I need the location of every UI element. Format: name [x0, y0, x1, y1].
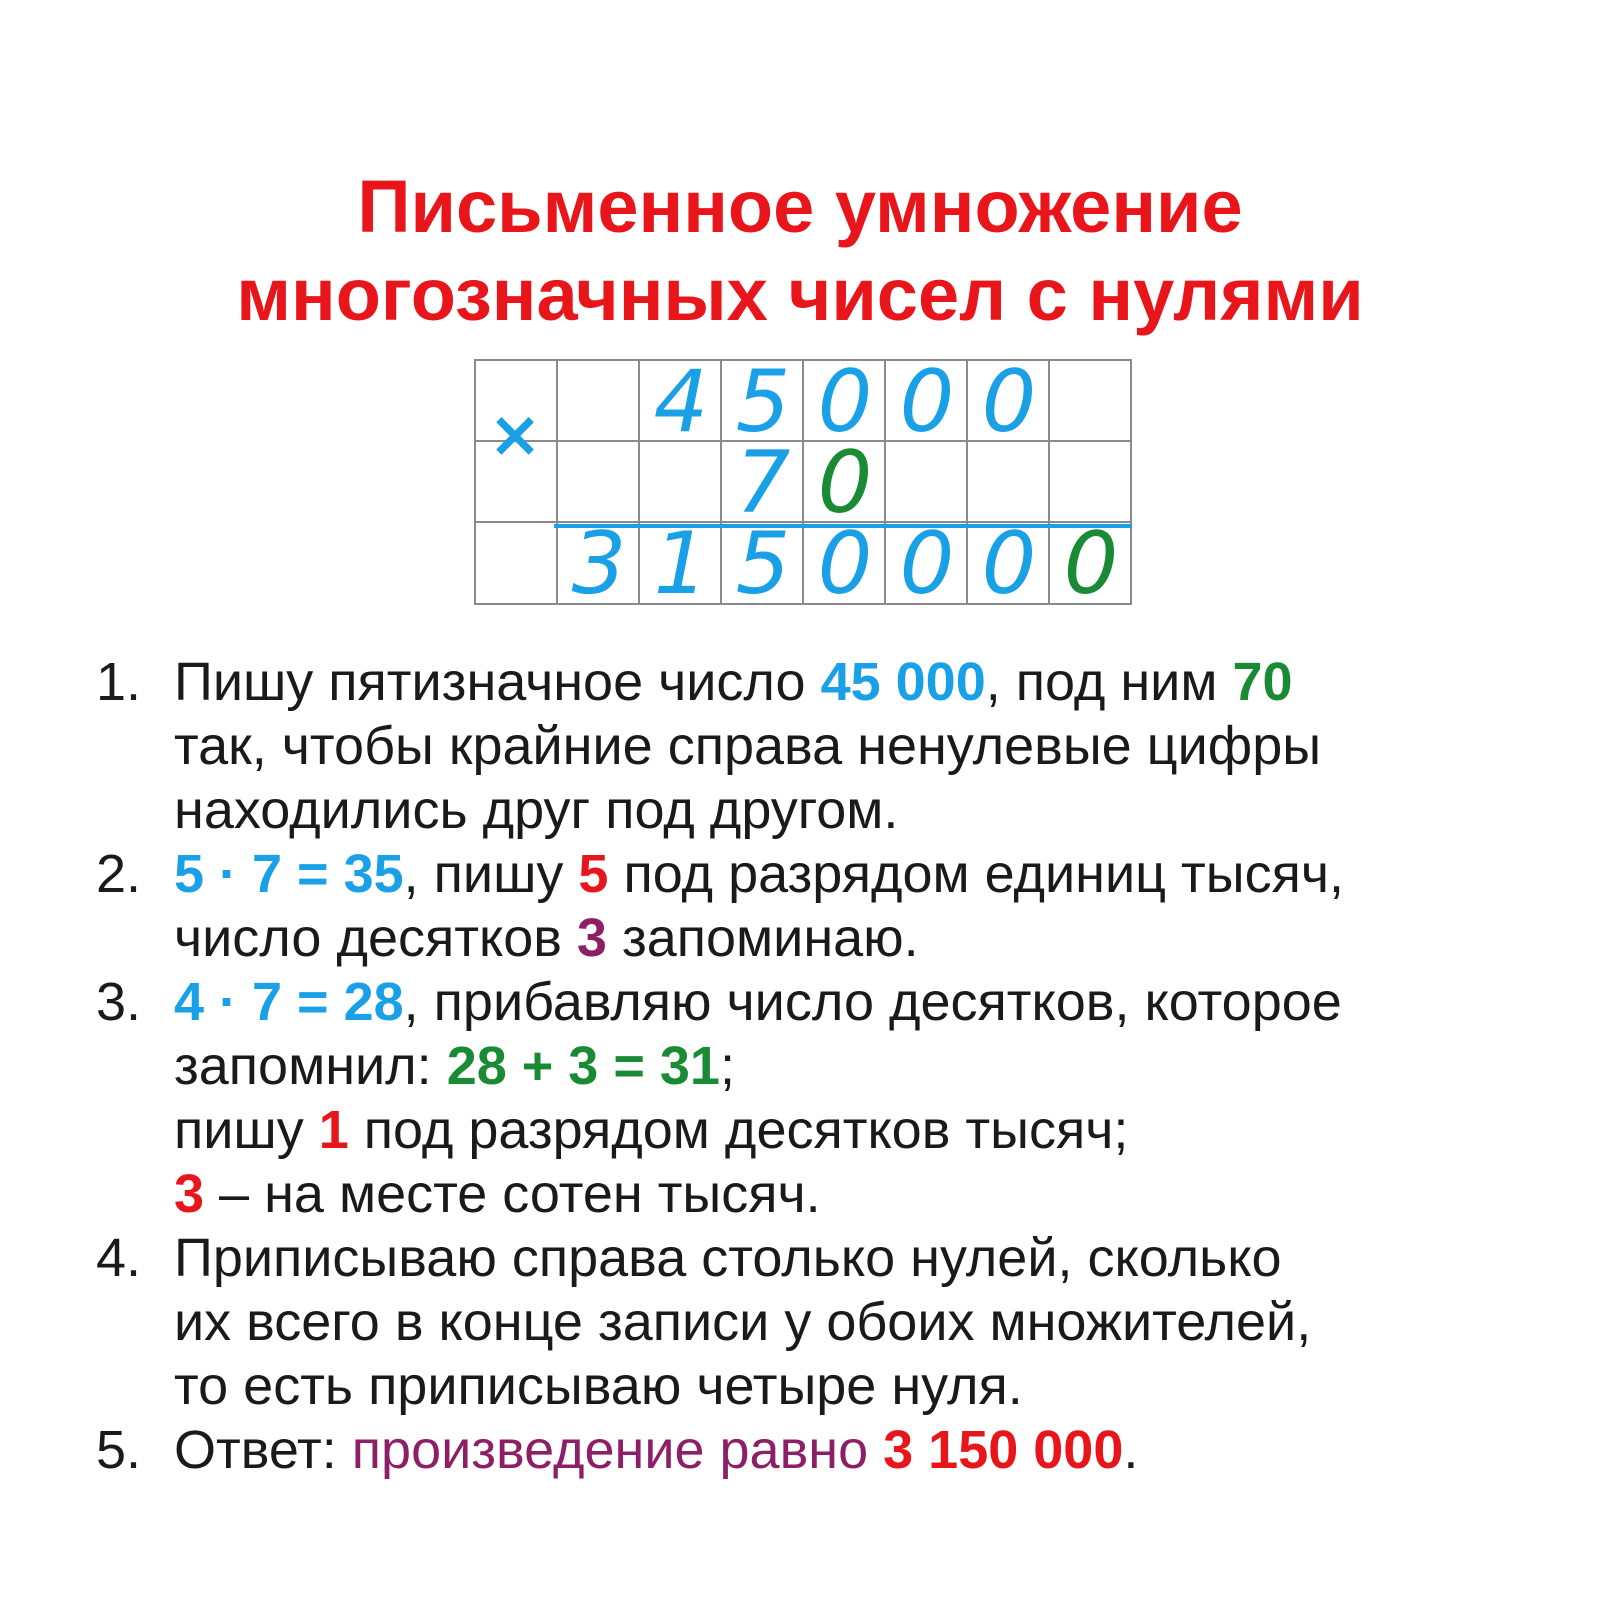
step-text: Пишу пятизначное число	[174, 652, 821, 712]
step-text: запомнил:	[174, 1036, 447, 1096]
multiplier-digit: 7	[735, 433, 791, 533]
equation: 5 · 7 = 35	[174, 844, 404, 904]
step-line: так, чтобы крайние справа ненулевые цифры	[174, 716, 1322, 776]
step-line	[174, 1098, 1576, 1162]
multiplicand-digit: 4	[653, 352, 709, 452]
step-text: число десятков	[174, 908, 577, 968]
digit-highlight: 3	[174, 1164, 205, 1224]
step-line	[174, 906, 1576, 970]
multiplicand-digit: 5	[735, 352, 791, 452]
step-number: 3.	[96, 972, 142, 1032]
step-line	[174, 842, 1576, 906]
multiplication-grid	[474, 352, 1132, 614]
step-text: под разрядом десятков тысяч;	[348, 1100, 1129, 1160]
product-digit: 0	[1063, 514, 1119, 614]
step-line	[174, 1418, 1576, 1482]
product-digit: 5	[735, 514, 791, 614]
answer-value: 3 150 000	[883, 1420, 1124, 1480]
step-2	[96, 842, 1576, 970]
digit-highlight: 5	[578, 844, 609, 904]
step-line: находились друг под другом.	[174, 780, 899, 840]
step-line: их всего в конце записи у обоих множителей,	[174, 1292, 1312, 1352]
step-text: , под ним	[985, 652, 1233, 712]
step-3	[96, 970, 1576, 1226]
product-digit: 1	[653, 514, 709, 614]
step-text: , пишу	[403, 844, 579, 904]
multiplier-digit: 0	[817, 433, 873, 533]
step-line	[174, 650, 1576, 714]
multiplicand-digit: 0	[899, 352, 955, 452]
product-digit: 0	[899, 514, 955, 614]
step-line	[174, 1162, 1576, 1226]
step-5	[96, 1418, 1576, 1482]
answer-phrase: произведение равно	[351, 1420, 884, 1480]
step-text: пишу	[174, 1100, 319, 1160]
step-line: то есть приписываю четыре нуля.	[174, 1356, 1023, 1416]
step-line: Приписываю справа столько нулей, сколько	[174, 1228, 1282, 1288]
digit-highlight: 1	[318, 1100, 349, 1160]
step-text: под разрядом единиц тысяч,	[608, 844, 1344, 904]
product-digit: 0	[981, 514, 1037, 614]
digit-highlight: 3	[576, 908, 607, 968]
multiply-sign-icon: ×	[488, 398, 542, 472]
multiplicand-digit: 0	[817, 352, 873, 452]
equation: 28 + 3 = 31	[446, 1036, 720, 1096]
number-70: 70	[1232, 652, 1293, 712]
title-line-1: Письменное умножение	[357, 165, 1243, 248]
multiplicand-digit: 0	[981, 352, 1037, 452]
product-digit: 3	[571, 514, 627, 614]
number-45000: 45 000	[820, 652, 986, 712]
step-text: – на месте сотен тысяч.	[204, 1164, 821, 1224]
title-line-2: многозначных чисел с нулями	[236, 253, 1364, 336]
step-number: 5.	[96, 1420, 142, 1480]
step-text: , прибавляю число десятков, которое	[403, 972, 1342, 1032]
step-number: 4.	[96, 1228, 142, 1288]
step-line	[174, 1034, 1576, 1098]
product-digit: 0	[817, 514, 873, 614]
page-title	[0, 163, 1600, 339]
step-text: Ответ:	[174, 1420, 352, 1480]
step-text: запоминаю.	[606, 908, 919, 968]
step-text: ;	[719, 1036, 735, 1096]
step-text: .	[1123, 1420, 1139, 1480]
equation: 4 · 7 = 28	[174, 972, 404, 1032]
step-1	[96, 650, 1576, 842]
step-number: 1.	[96, 652, 142, 712]
step-4	[96, 1226, 1576, 1418]
step-number: 2.	[96, 844, 142, 904]
steps-list	[96, 650, 1576, 1482]
step-line	[174, 970, 1576, 1034]
